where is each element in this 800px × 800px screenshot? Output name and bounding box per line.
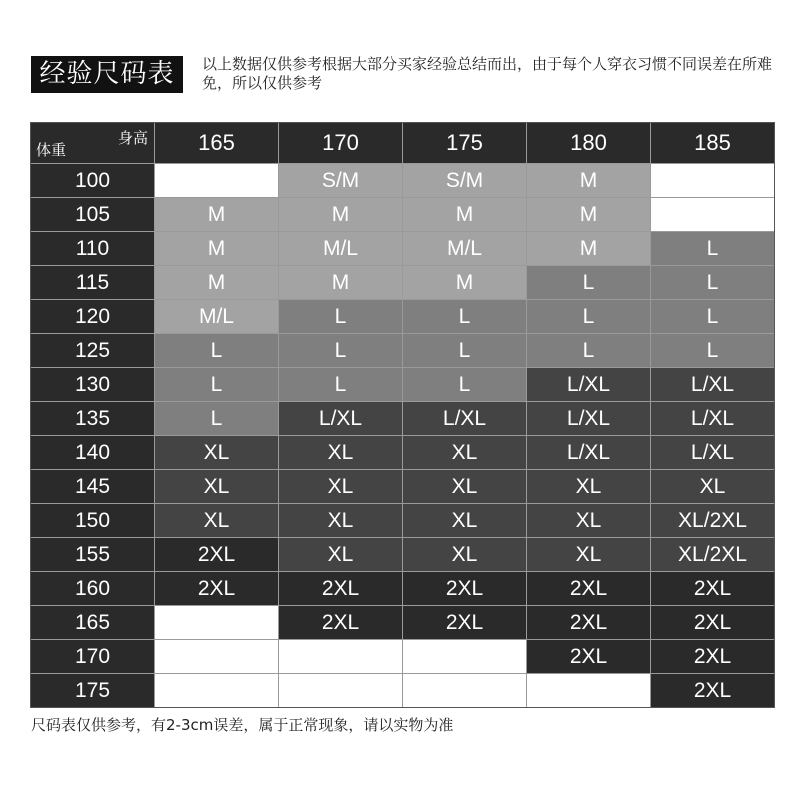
height-header-cell: 165 xyxy=(155,123,278,163)
size-cell: 2XL xyxy=(527,640,650,673)
size-cell xyxy=(403,674,526,707)
height-header-cell: 185 xyxy=(651,123,774,163)
size-cell: L/XL xyxy=(279,402,402,435)
size-cell xyxy=(651,198,774,231)
size-cell: L xyxy=(279,300,402,333)
size-cell: M xyxy=(155,198,278,231)
size-chart-table xyxy=(30,122,775,708)
size-cell: XL xyxy=(279,504,402,537)
weight-header-cell: 115 xyxy=(31,266,154,299)
size-cell: L/XL xyxy=(651,402,774,435)
size-cell: 2XL xyxy=(651,640,774,673)
size-cell: L xyxy=(155,368,278,401)
weight-header-cell: 100 xyxy=(31,164,154,197)
size-cell: L xyxy=(527,266,650,299)
size-cell: L xyxy=(651,300,774,333)
size-cell: 2XL xyxy=(279,572,402,605)
size-cell xyxy=(651,164,774,197)
size-cell: 2XL xyxy=(651,572,774,605)
weight-header-cell: 160 xyxy=(31,572,154,605)
size-cell: M xyxy=(279,198,402,231)
footer-note: 尺码表仅供参考，有2-3cm误差，属于正常现象，请以实物为准 xyxy=(31,716,454,734)
size-cell: XL xyxy=(155,504,278,537)
size-cell: XL xyxy=(155,470,278,503)
size-cell xyxy=(155,674,278,707)
size-cell: M xyxy=(527,232,650,265)
size-cell xyxy=(155,606,278,639)
size-cell: L xyxy=(403,368,526,401)
height-header-cell: 180 xyxy=(527,123,650,163)
size-cell: XL/2XL xyxy=(651,538,774,571)
size-cell: L xyxy=(155,334,278,367)
disclaimer-text: 以上数据仅供参考根据大部分买家经验总结而出，由于每个人穿衣习惯不同误差在所难免，所以仅供参考 xyxy=(202,55,773,92)
size-cell: L/XL xyxy=(527,402,650,435)
size-cell: L xyxy=(651,232,774,265)
size-cell: XL xyxy=(279,538,402,571)
weight-header-cell: 170 xyxy=(31,640,154,673)
size-cell: M xyxy=(527,198,650,231)
weight-header-cell: 145 xyxy=(31,470,154,503)
size-cell: XL xyxy=(651,470,774,503)
size-cell: M xyxy=(279,266,402,299)
weight-header-cell: 155 xyxy=(31,538,154,571)
height-axis-label: 身高 xyxy=(117,130,148,147)
weight-header-cell: 135 xyxy=(31,402,154,435)
size-cell: L xyxy=(279,368,402,401)
size-cell: M xyxy=(527,164,650,197)
table-corner xyxy=(31,123,154,163)
size-cell: S/M xyxy=(403,164,526,197)
size-cell: 2XL xyxy=(155,572,278,605)
size-cell: 2XL xyxy=(403,606,526,639)
size-cell: 2XL xyxy=(403,572,526,605)
size-cell: L xyxy=(279,334,402,367)
size-cell: L/XL xyxy=(651,436,774,469)
weight-header-cell: 105 xyxy=(31,198,154,231)
size-cell xyxy=(279,640,402,673)
size-cell: XL xyxy=(279,470,402,503)
size-cell: M xyxy=(403,266,526,299)
page-title: 经验尺码表 xyxy=(31,56,183,93)
size-cell: XL/2XL xyxy=(651,504,774,537)
size-cell: M/L xyxy=(155,300,278,333)
size-cell: XL xyxy=(527,504,650,537)
size-cell: S/M xyxy=(279,164,402,197)
size-cell xyxy=(279,674,402,707)
size-cell xyxy=(155,164,278,197)
size-cell: M xyxy=(403,198,526,231)
size-cell: L/XL xyxy=(527,436,650,469)
size-cell: XL xyxy=(527,538,650,571)
size-cell: L/XL xyxy=(651,368,774,401)
size-cell: L xyxy=(651,266,774,299)
size-cell: XL xyxy=(155,436,278,469)
size-cell: XL xyxy=(527,470,650,503)
size-cell: XL xyxy=(279,436,402,469)
size-cell xyxy=(155,640,278,673)
size-cell: 2XL xyxy=(155,538,278,571)
size-cell: L xyxy=(527,334,650,367)
weight-header-cell: 165 xyxy=(31,606,154,639)
size-cell: 2XL xyxy=(279,606,402,639)
size-cell: L xyxy=(403,334,526,367)
size-cell: XL xyxy=(403,470,526,503)
size-cell: L xyxy=(651,334,774,367)
size-cell: M xyxy=(155,232,278,265)
size-cell xyxy=(527,674,650,707)
size-cell: 2XL xyxy=(651,674,774,707)
size-cell: M/L xyxy=(279,232,402,265)
size-cell: L xyxy=(403,300,526,333)
height-header-cell: 170 xyxy=(279,123,402,163)
weight-header-cell: 120 xyxy=(31,300,154,333)
size-cell: 2XL xyxy=(651,606,774,639)
height-header-cell: 175 xyxy=(403,123,526,163)
weight-header-cell: 150 xyxy=(31,504,154,537)
weight-header-cell: 175 xyxy=(31,674,154,707)
size-cell: L xyxy=(155,402,278,435)
weight-header-cell: 130 xyxy=(31,368,154,401)
size-cell: 2XL xyxy=(527,572,650,605)
size-cell xyxy=(403,640,526,673)
size-cell: XL xyxy=(403,538,526,571)
weight-header-cell: 140 xyxy=(31,436,154,469)
size-cell: 2XL xyxy=(527,606,650,639)
size-cell: L xyxy=(527,300,650,333)
size-cell: XL xyxy=(403,436,526,469)
weight-header-cell: 110 xyxy=(31,232,154,265)
size-cell: L/XL xyxy=(527,368,650,401)
weight-header-cell: 125 xyxy=(31,334,154,367)
size-cell: XL xyxy=(403,504,526,537)
weight-axis-label: 体重 xyxy=(36,142,67,159)
size-cell: M/L xyxy=(403,232,526,265)
size-cell: M xyxy=(155,266,278,299)
size-cell: L/XL xyxy=(403,402,526,435)
